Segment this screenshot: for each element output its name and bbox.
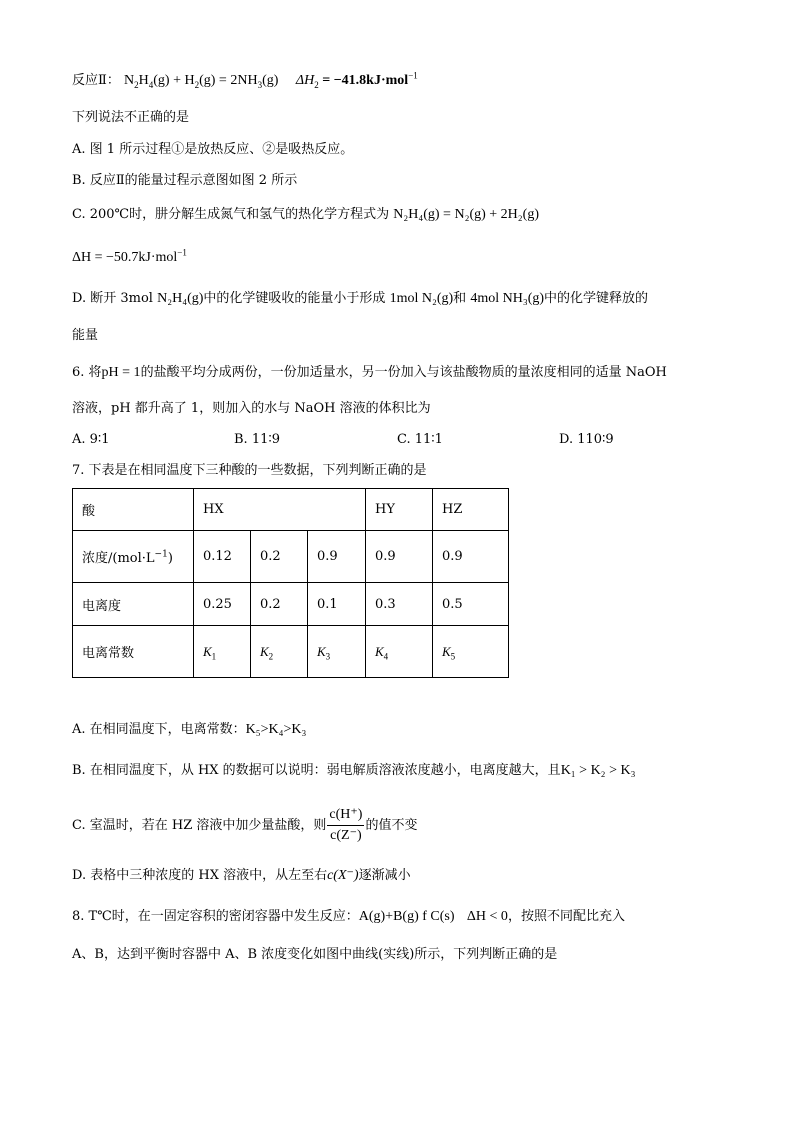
ion-ratio-fraction: $\frac{c(H^+)}{c(Z^-)}$ bbox=[329, 807, 363, 843]
table-cell: $K_2$ bbox=[251, 626, 308, 678]
table-cell: 电离常数 bbox=[73, 626, 194, 678]
table-row-header bbox=[73, 489, 509, 531]
table-cell: 0.3 bbox=[366, 583, 433, 626]
table-cell: HZ bbox=[433, 489, 509, 531]
table-cell: 0.2 bbox=[251, 531, 308, 583]
q5-option-d-cont: 能量 bbox=[72, 328, 99, 343]
table-cell: 0.9 bbox=[366, 531, 433, 583]
q8-stem-line1: 8. T℃时，在一固定容积的密闭容器中发生反应：A(g)+B(g) f C(s) ΔH < 0，按照不同配比充入 bbox=[72, 909, 625, 924]
q5-option-c bbox=[72, 205, 539, 225]
q7-option-a: A. 在相同温度下，电离常数：K₅>K₄>K₃ bbox=[72, 722, 307, 737]
table-cell: 0.9 bbox=[308, 531, 366, 583]
reaction-2-line bbox=[72, 71, 418, 91]
q6-option-a: A. 9∶1 bbox=[72, 432, 110, 447]
acid-data-table bbox=[72, 488, 509, 678]
table-cell: $K_3$ bbox=[308, 626, 366, 678]
q7-option-b: B. 在相同温度下，从 HX 的数据可以说明：弱电解质溶液浓度越小，电离度越大，且K₁ > K₂ > K₃ bbox=[72, 763, 636, 778]
table-cell: 0.1 bbox=[308, 583, 366, 626]
q5-option-a: A. 图 1 所示过程①是放热反应、②是吸热反应。 bbox=[72, 142, 354, 157]
table-cell: HY bbox=[366, 489, 433, 531]
q6-option-d: D. 110∶9 bbox=[559, 432, 614, 447]
q5-option-b: B. 反应Ⅱ的能量过程示意图如图 2 所示 bbox=[72, 173, 298, 188]
q5-c-enthalpy: ΔH = −50.7kJ·mol$^{-1}$ bbox=[72, 247, 187, 265]
q5-c-text: C. 200℃时，肼分解生成氮气和氢气的热化学方程式为 bbox=[72, 207, 390, 222]
table-cell: 电离度 bbox=[73, 583, 194, 626]
table-cell: HX bbox=[194, 489, 366, 531]
state-g-2: (g) bbox=[199, 73, 216, 88]
table-cell: 0.9 bbox=[433, 531, 509, 583]
q6-options bbox=[72, 430, 722, 450]
reaction-2-label: 反应Ⅱ： bbox=[72, 73, 120, 88]
table-cell: 0.25 bbox=[194, 583, 251, 626]
table-cell: 0.2 bbox=[251, 583, 308, 626]
q7-option-d: D. 表格中三种浓度的 HX 溶液中，从左至右c(X⁻)逐渐减小 bbox=[72, 868, 411, 883]
table-row-constant bbox=[73, 626, 509, 678]
q6-stem-line2: 溶液，pH 都升高了 1，则加入的水与 NaOH 溶液的体积比为 bbox=[72, 401, 431, 416]
table-cell: 0.5 bbox=[433, 583, 509, 626]
q6-stem-line1: 6. 将pH = 1的盐酸平均分成两份，一份加适量水，另一份加入与该盐酸物质的量浓度相同的适量 NaOH bbox=[72, 365, 667, 380]
table-cell: $K_5$ bbox=[433, 626, 509, 678]
q7-stem: 7. 下表是在相同温度下三种酸的一些数据，下列判断正确的是 bbox=[72, 463, 427, 478]
q5-option-d: D. 断开 3mol N₂H₄(g)中的化学键吸收的能量小于形成 1mol N₂(g)和 4mol NH₃(g)中的化学键释放的 bbox=[72, 291, 649, 306]
table-cell: $K_4$ bbox=[366, 626, 433, 678]
table-cell: 0.12 bbox=[194, 531, 251, 583]
q5-c-equation: N₂H₄(g) = N₂(g) + 2H₂(g) bbox=[393, 207, 539, 222]
q5-prompt: 下列说法不正确的是 bbox=[72, 110, 190, 125]
q8-stem-line2: A、B，达到平衡时容器中 A、B 浓度变化如图中曲线(实线)所示，下列判断正确的是 bbox=[72, 947, 558, 962]
table-cell: 酸 bbox=[73, 489, 194, 531]
reaction-2-equation: $N_2H_4(g) + H_2(g) = 2NH_3(g)$ $\Delta H_2 = -41.8kJ\cdot mol^{-1}$ bbox=[123, 70, 418, 90]
q7-option-c: C. 室温时，若在 HZ 溶液中加少量盐酸，则 $\frac{c(H^+)}{c(Z^-)}$ 的值不变 bbox=[72, 807, 418, 843]
table-cell: 浓度$/(mol\cdot L^{-1})$ bbox=[73, 531, 194, 583]
table-cell: $K_1$ bbox=[194, 626, 251, 678]
table-row-ionization bbox=[73, 583, 509, 626]
table-row-concentration bbox=[73, 531, 509, 583]
q6-option-b: B. 11∶9 bbox=[234, 432, 281, 447]
state-g-3: (g) bbox=[262, 73, 279, 88]
q6-option-c: C. 11∶1 bbox=[397, 432, 443, 447]
